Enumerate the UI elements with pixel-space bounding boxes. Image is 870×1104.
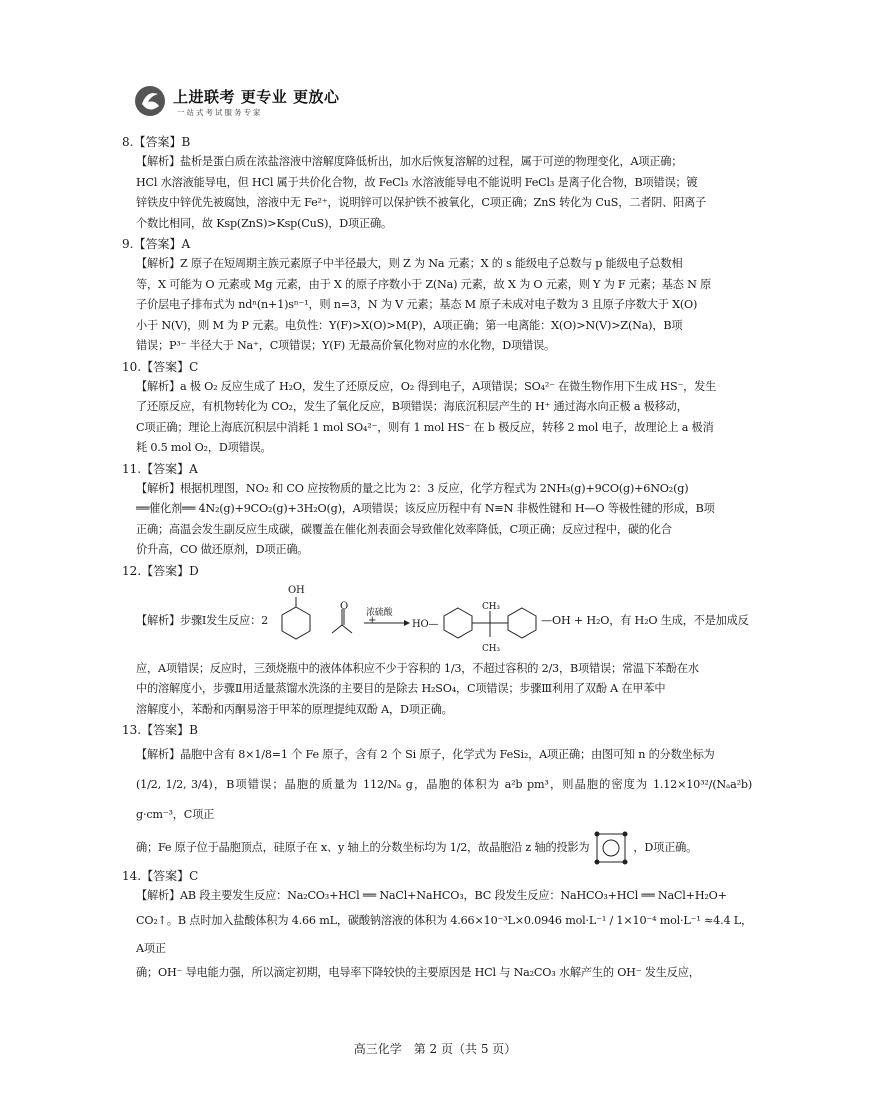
explanation bbox=[122, 152, 752, 234]
question-14 bbox=[122, 866, 752, 983]
reaction-scheme bbox=[136, 581, 752, 659]
ch3-bottom: CH₃ bbox=[482, 643, 500, 654]
line: 确；OH⁻ 导电能力强，所以滴定初期，电导率下降较快的主要原因是 HCl 与 Na₂CO₃ 水解产生的 OH⁻ 发生反应， bbox=[136, 965, 700, 979]
line: 溶解度小，苯酚和丙酮易溶于甲苯的原理提纯双酚 A，D项正确。 bbox=[136, 702, 453, 716]
explanation bbox=[122, 581, 752, 721]
slogan: 上进联考 更专业 更放心 bbox=[173, 88, 340, 106]
line: 中的溶解度小，步骤Ⅱ用适量蒸馏水洗涤的主要目的是除去 H₂SO₄，C项错误；步骤Ⅲ利用了双酚 A 在甲苯中 bbox=[136, 682, 666, 695]
line bbox=[136, 830, 752, 866]
question-9 bbox=[122, 234, 752, 357]
header bbox=[133, 80, 463, 124]
ch3-top: CH₃ bbox=[482, 601, 500, 612]
answer-label: 10.【答案】C bbox=[122, 359, 199, 374]
logo-icon bbox=[133, 84, 167, 118]
explanation bbox=[122, 377, 752, 459]
line: C项正确；理论上海底沉积层中消耗 1 mol SO₄²⁻，则有 1 mol HS⁻ 在 b 极反应，转移 2 mol 电子，故理论上 a 极消 bbox=[136, 420, 714, 434]
answer-label: 14.【答案】C bbox=[122, 869, 199, 883]
ho-label: HO— bbox=[412, 618, 439, 630]
question-8 bbox=[122, 132, 752, 234]
explanation bbox=[122, 740, 752, 866]
subslogan: 一站式考试服务专家 bbox=[177, 108, 263, 117]
line: 了还原反应，有机物转化为 CO₂，发生了氧化反应，B项错误；海底沉积层产生的 H⁺ 通过海水向正极 a 极移动， bbox=[136, 400, 688, 413]
answer-label: 9.【答案】A bbox=[122, 237, 191, 251]
explanation bbox=[122, 254, 752, 357]
line: 【解析】a 极 O₂ 反应生成了 H₂O，发生了还原反应，O₂ 得到电子，A项错误；SO₄²⁻ 在微生物作用下生成 HS⁻，发生 bbox=[136, 379, 717, 393]
question-13 bbox=[122, 720, 752, 866]
catalyst-label: 浓硫酸 bbox=[366, 607, 393, 618]
line: 耗 0.5 mol O₂，D项错误。 bbox=[136, 441, 272, 454]
line: 【解析】根据机理图，NO₂ 和 CO 应按物质的量之比为 2：3 反应，化学方程式为 2NH₃(g)+9CO(g)+6NO₂(g) bbox=[136, 481, 689, 495]
answer-label: 11.【答案】A bbox=[122, 461, 198, 476]
line: 个数比相同，故 Ksp(ZnS)>Ksp(CuS)，D项正确。 bbox=[136, 216, 393, 230]
line: —OH + H₂O，有 H₂O 生成，不是加成反 bbox=[541, 613, 749, 627]
line: 应，A项错误；反应时，三颈烧瓶中的液体体积应不少于容积的 1/3，不超过容积的 2/3，B项错误；常温下苯酚在水 bbox=[136, 661, 699, 675]
line: (1/2, 1/2, 3/4)，B项错误；晶胞的质量为 112/Nₐ g，晶胞的体积为 a²b pm³，则晶胞的密度为 1.12×10³²/(Nₐa²b) g·cm⁻³，C项正 bbox=[136, 778, 752, 821]
line: 正确；高温会发生副反应生成碳，碳覆盖在催化剂表面会导致催化效率降低，C项正确；反应过程中，碳的化合 bbox=[136, 522, 672, 536]
line: 【解析】步骤Ⅰ发生反应：2 bbox=[136, 613, 269, 627]
line: 价升高，CO 做还原剂，D项正确。 bbox=[136, 543, 309, 556]
explanation bbox=[122, 479, 752, 561]
answer-label: 8.【答案】B bbox=[122, 135, 191, 149]
line: 错误；P³⁻ 半径大于 Na⁺，C项错误；Y(F) 无最高价氧化物对应的水化物，D项错误。 bbox=[136, 339, 555, 352]
question-10 bbox=[122, 357, 752, 459]
line: 等，X 可能为 O 元素或 Mg 元素，由于 X 的原子序数小于 Z(Na) 元素，故 X 为 O 元素，则 Y 为 F 元素；基态 N 原 bbox=[136, 277, 712, 291]
o-label: O bbox=[340, 600, 348, 612]
line: CO₂↑。B 点时加入盐酸体积为 4.66 mL，碳酸钠溶液的体积为 4.66×10⁻³L×0.0946 mol·L⁻¹ / 1×10⁻⁴ mol·L⁻¹ ≈4.4 L，A项正 bbox=[136, 913, 752, 955]
content bbox=[122, 132, 752, 983]
line: 【解析】Z 原子在短周期主族元素原子中半径最大，则 Z 为 Na 元素；X 的 s 能级电子总数与 p 能级电子总数相 bbox=[136, 257, 683, 270]
line: HCl 水溶液能导电，但 HCl 属于共价化合物，故 FeCl₃ 水溶液能导电不能说明 FeCl₃ 是离子化合物，B项错误；镀 bbox=[136, 175, 698, 189]
line: 子价层电子排布式为 ndⁿ(n+1)sⁿ⁻¹，则 n=3，N 为 V 元素；基态 M 原子未成对电子数为 3 且原子序数大于 X(O) bbox=[136, 298, 698, 311]
line-text: ，D项正确。 bbox=[633, 840, 698, 854]
answer-label: 12.【答案】D bbox=[122, 563, 199, 578]
page-footer: 高三化学 第 2 页（共 5 页） bbox=[353, 1042, 517, 1056]
plus-sign: + bbox=[368, 614, 377, 626]
line: 【解析】晶胞中含有 8×1/8=1 个 Fe 原子，含有 2 个 Si 原子，化学式为 FeSi₂，A项正确；由图可知 n 的分数坐标为 bbox=[136, 748, 715, 761]
line: 【解析】AB 段主要发生反应：Na₂CO₃+HCl ══ NaCl+NaHCO₃，BC 段发生反应：NaHCO₃+HCl ══ NaCl+H₂O+ bbox=[136, 889, 727, 902]
answer-label: 13.【答案】B bbox=[122, 723, 198, 737]
question-11 bbox=[122, 459, 752, 561]
line: ══催化剂══ 4N₂(g)+9CO₂(g)+3H₂O(g)，A项错误；该反应历程中有 N≡N 非极性键和 H—O 等极性键的形成，B项 bbox=[136, 502, 715, 515]
line: 【解析】盐析是蛋白质在浓盐溶液中溶解度降低析出，加水后恢复溶解的过程，属于可逆的物理变化，A项正确； bbox=[136, 155, 683, 168]
explanation bbox=[122, 886, 752, 983]
line-text: 确；Fe 原子位于晶胞顶点，硅原子在 x、y 轴上的分数坐标均为 1/2，故晶胞沿 z 轴的投影为 bbox=[136, 840, 590, 854]
projection-figure-icon bbox=[591, 830, 631, 866]
oh-label: OH bbox=[288, 584, 305, 596]
line: 小于 N(V)，则 M 为 P 元素。电负性：Y(F)>X(O)>M(P)，A项正确；第一电离能：X(O)>N(V)>Z(Na)，B项 bbox=[136, 318, 683, 332]
question-12 bbox=[122, 561, 752, 721]
line: 锌铁皮中锌优先被腐蚀，溶液中无 Fe²⁺，说明锌可以保护铁不被氧化，C项正确；ZnS 转化为 CuS，二者阴、阳离子 bbox=[136, 196, 707, 209]
